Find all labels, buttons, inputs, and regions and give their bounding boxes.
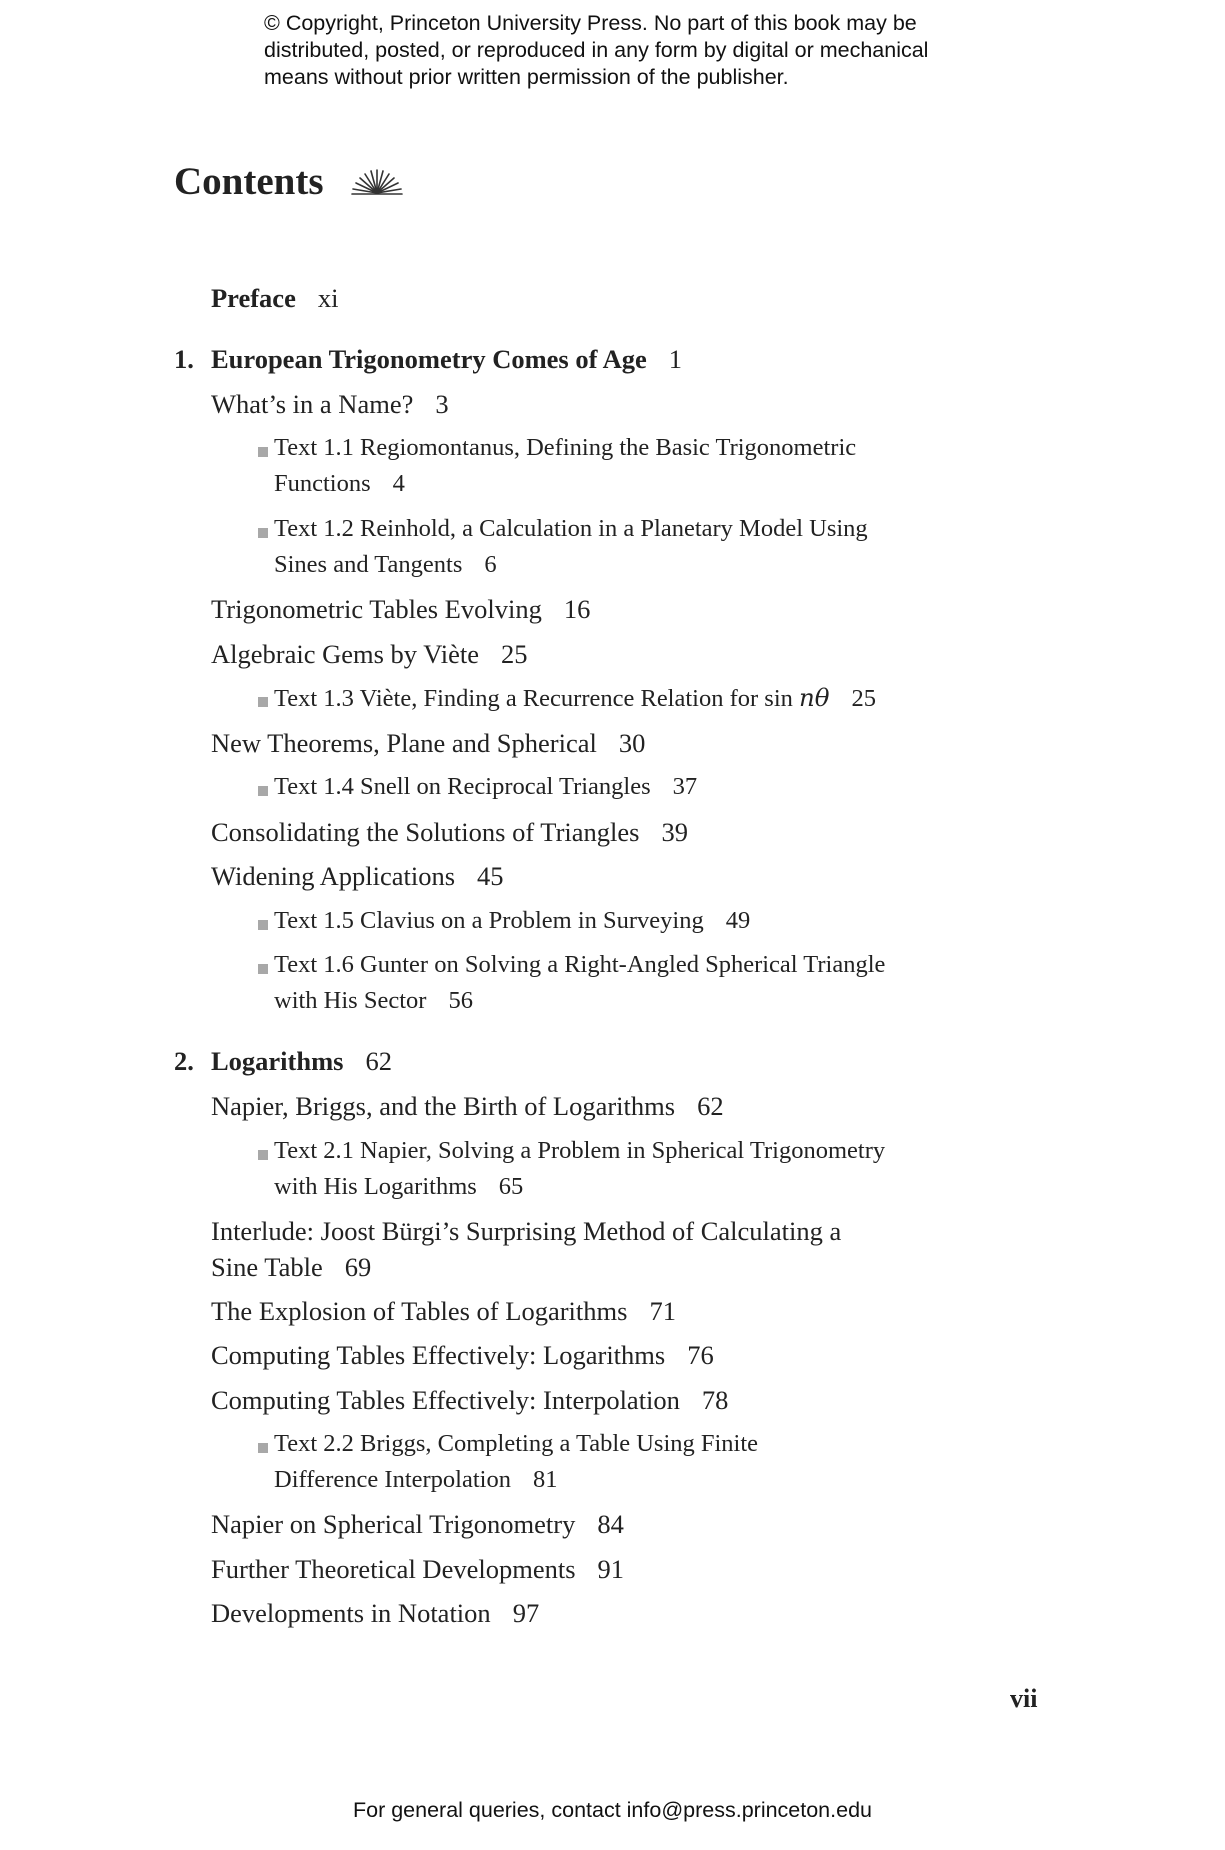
text-item-line: Difference Interpolation	[274, 1466, 511, 1493]
section-title: Trigonometric Tables Evolving	[211, 594, 542, 624]
text-item-line: with His Logarithms	[274, 1173, 477, 1200]
toc-page-number: 45	[477, 861, 504, 891]
section-title: Consolidating the Solutions of Triangles	[211, 817, 640, 847]
toc-chapter-1[interactable]	[211, 341, 682, 377]
toc-section[interactable]	[211, 1293, 676, 1329]
toc-preface[interactable]	[211, 280, 338, 316]
toc-text-item[interactable]	[274, 903, 750, 939]
toc-page-number: 3	[435, 389, 449, 419]
square-bullet-icon	[258, 697, 268, 707]
text-item-line: Text 1.4 Snell on Reciprocal Triangles	[274, 773, 651, 800]
toc-section[interactable]	[211, 636, 528, 672]
text-item-line: Text 2.1 Napier, Solving a Problem in Spherical Trigonometry	[274, 1137, 886, 1164]
toc-section[interactable]	[211, 1382, 728, 1418]
toc-section[interactable]	[211, 1551, 624, 1587]
toc-page-number: 56	[448, 987, 473, 1014]
square-bullet-icon	[258, 1150, 268, 1160]
toc-page-number: 84	[597, 1509, 624, 1539]
toc-page-number: 25	[501, 639, 528, 669]
section-title: New Theorems, Plane and Spherical	[211, 728, 597, 758]
text-item-line: Text 1.6 Gunter on Solving a Right-Angled Spherical Triangle	[274, 951, 886, 978]
toc-page-number: xi	[317, 283, 339, 313]
toc-page-number: 65	[498, 1173, 524, 1200]
toc-section[interactable]	[211, 1088, 724, 1124]
toc-page-number: 97	[512, 1598, 540, 1628]
chapter-title: Logarithms	[211, 1046, 344, 1076]
section-title: Widening Applications	[211, 861, 456, 891]
text-item-line: Functions	[274, 470, 371, 497]
section-title: Napier on Spherical Trigonometry	[211, 1509, 576, 1539]
toc-page-number: 1	[668, 344, 682, 374]
section-title: Further Theoretical Developments	[211, 1554, 576, 1584]
footer-contact: For general queries, contact info@press.princeton.edu	[352, 1798, 872, 1822]
toc-section[interactable]	[211, 1506, 624, 1542]
copyright-line: distributed, posted, or reproduced in any form by digital or mechanical	[264, 38, 929, 62]
chapter-number: 1.	[174, 344, 194, 374]
toc-section[interactable]	[211, 1595, 539, 1631]
toc-page-number: 78	[701, 1385, 729, 1415]
section-title: Napier, Briggs, and the Birth of Logarithms	[211, 1091, 676, 1121]
toc-page-number: 6	[484, 551, 497, 578]
toc-page-number: 71	[649, 1296, 676, 1326]
copyright-line: © Copyright, Princeton University Press. No part of this book may be	[264, 11, 917, 35]
page-folio: vii	[1010, 1684, 1038, 1713]
toc-section[interactable]	[211, 725, 645, 761]
chapter-number: 2.	[174, 1046, 194, 1076]
chapter-title: European Trigonometry Comes of Age	[211, 344, 647, 374]
toc-text-item[interactable]	[274, 1133, 885, 1205]
toc-text-item[interactable]	[274, 511, 868, 583]
toc-page-number: 49	[725, 907, 751, 934]
toc-text-item[interactable]	[274, 769, 697, 805]
toc-page-number: 62	[365, 1046, 392, 1076]
toc-page-number: 25	[851, 685, 877, 712]
text-item-line: Text 1.1 Regiomontanus, Defining the Basic Trigonometric	[274, 434, 857, 461]
toc-page-number: 30	[618, 728, 646, 758]
text-item-line: Text 1.5 Clavius on a Problem in Surveying	[274, 907, 704, 934]
text-item-line: Text 1.2 Reinhold, a Calculation in a Planetary Model Using	[274, 515, 868, 542]
text-item-line: Text 1.3 Viète, Finding a Recurrence Relation for sin	[274, 685, 800, 712]
toc-page-number: 16	[563, 594, 591, 624]
toc-section[interactable]	[211, 814, 688, 850]
toc-text-item[interactable]	[274, 680, 876, 717]
square-bullet-icon	[258, 786, 268, 796]
toc-section[interactable]	[211, 591, 590, 627]
section-title: Computing Tables Effectively: Interpolation	[211, 1385, 680, 1415]
toc-page-number: 81	[532, 1466, 558, 1493]
toc-section[interactable]	[211, 858, 504, 894]
square-bullet-icon	[258, 447, 268, 457]
section-title: Sine Table	[211, 1252, 323, 1282]
page-title: Contents	[174, 160, 324, 203]
toc-text-item[interactable]	[274, 430, 856, 502]
toc-page-number: 39	[661, 817, 688, 847]
toc-section[interactable]	[211, 386, 449, 422]
section-title: Computing Tables Effectively: Logarithms	[211, 1340, 666, 1370]
section-title: The Explosion of Tables of Logarithms	[211, 1296, 628, 1326]
toc-page-number: 37	[672, 773, 698, 800]
text-item-line: Sines and Tangents	[274, 551, 463, 578]
text-item-line: Text 2.2 Briggs, Completing a Table Using Finite	[274, 1430, 759, 1457]
copyright-line: means without prior written permission of the publisher.	[264, 65, 789, 89]
toc-page-number: 76	[687, 1340, 714, 1370]
square-bullet-icon	[258, 964, 268, 974]
section-title: Algebraic Gems by Viète	[211, 639, 479, 669]
section-title: Interlude: Joost Bürgi’s Surprising Method of Calculating a	[211, 1216, 842, 1246]
toc-page-number: 4	[392, 470, 405, 497]
text-item-line: with His Sector	[274, 987, 427, 1014]
toc-text-item[interactable]	[274, 947, 885, 1019]
square-bullet-icon	[258, 920, 268, 930]
toc-preface-label: Preface	[211, 283, 296, 313]
toc-page-number: 62	[697, 1091, 724, 1121]
square-bullet-icon	[258, 1443, 268, 1453]
math-expression: nθ	[799, 683, 830, 712]
toc-page-number: 91	[597, 1554, 625, 1584]
toc-page-number: 69	[344, 1252, 372, 1282]
toc-section[interactable]	[211, 1337, 714, 1373]
toc-text-item[interactable]	[274, 1426, 758, 1498]
toc-chapter-2[interactable]	[211, 1043, 392, 1079]
square-bullet-icon	[258, 528, 268, 538]
toc-section[interactable]	[211, 1213, 841, 1285]
section-title: Developments in Notation	[211, 1598, 491, 1628]
section-title: What’s in a Name?	[211, 389, 414, 419]
